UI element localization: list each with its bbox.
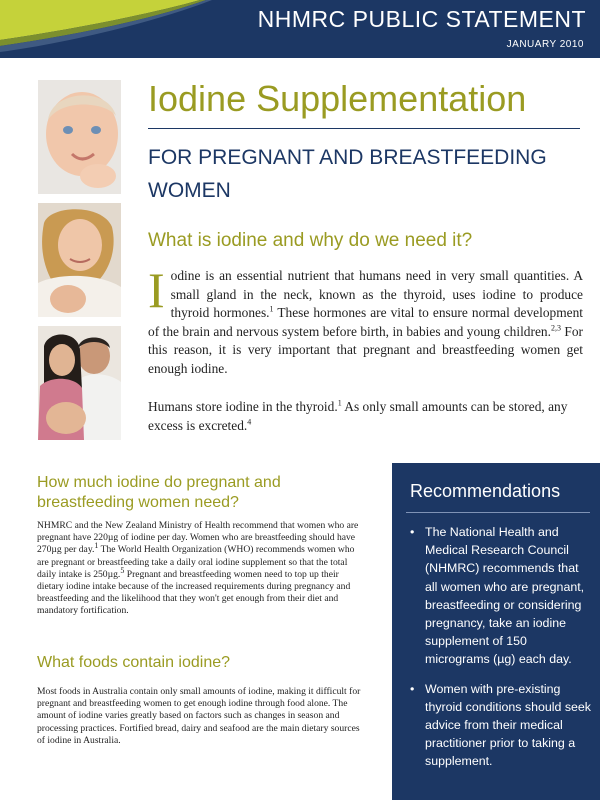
section-heading-foods: What foods contain iodine?	[37, 654, 231, 671]
recommendation-item: • The National Health and Medical Research Council (NHMRC) recommends that all women who are pregnant, breastfeeding or considering pregnancy, take an iodine supplement of 150 micrograms (µg) each day.	[410, 525, 585, 667]
page-subtitle: FOR PREGNANT AND BREASTFEEDING WOMEN	[148, 146, 547, 202]
recommendations-title: Recommendations	[410, 481, 561, 501]
footnote-ref: 1	[269, 304, 274, 314]
pregnant-couple-photo-icon	[38, 326, 121, 440]
foods-paragraph: Most foods in Australia contain only small amounts of iodine, making it difficult for pregnant and breastfeeding women to get enough iodine through food alone. The amount of iodine varies greatly based on factors such as changes in season and processing practices. Fortified bread, dairy and seafood are the main dietary sources of iodine in Australia.	[37, 686, 361, 746]
recommendations-list	[408, 523, 594, 782]
recommendations-divider	[406, 512, 590, 513]
title-divider	[148, 128, 580, 129]
page-title: Iodine Supplementation	[148, 78, 527, 119]
footnote-ref: 5	[120, 565, 125, 575]
bullet-icon: •	[410, 525, 415, 539]
statement-date: JANUARY 2010	[506, 39, 584, 50]
footnote-ref: 4	[247, 417, 252, 427]
statement-title: NHMRC PUBLIC STATEMENT	[257, 6, 586, 32]
baby-photo-icon	[38, 80, 121, 194]
breastfeeding-mother-photo-icon	[38, 203, 121, 317]
bullet-icon: •	[410, 681, 415, 696]
header-banner	[0, 0, 600, 58]
section-heading-what-is-iodine: What is iodine and why do we need it?	[148, 230, 473, 251]
footnote-ref: 2,3	[550, 323, 561, 333]
footnote-ref: 1	[94, 541, 99, 551]
section-heading-how-much: How much iodine do pregnant and breastfeeding women need?	[37, 474, 281, 511]
footnote-ref: 1	[337, 398, 342, 408]
recommendations-box	[392, 463, 600, 800]
recommendation-item: • Women with pre-existing thyroid conditions should seek advice from their medical practitioner prior to taking a supplement.	[410, 681, 591, 769]
drop-cap: I	[148, 262, 165, 318]
storage-paragraph: Humans store iodine in the thyroid.$^1$ As only small amounts can be stored, any excess is excreted.$^4$	[148, 398, 568, 433]
intro-paragraph: Iodine is an essential nutrient that humans need in very small quantities. A small gland in the neck, known as the thyroid, uses iodine to produce thyroid hormones.$^1$ These hormones are vital to ensure normal development of the brain and nervous system before birth, in babies and young children.$^{2,3}$ For this reason, it is very important that pregnant and breastfeeding women get enough iodine.	[148, 262, 583, 376]
how-much-paragraph: NHMRC and the New Zealand Ministry of Health recommend that women who are pregnant have 220µg of iodine per day. Women who are breastfeeding should have 270µg per day.$^1$ The World Health Organization (WHO) recommends women who are pregnant or breastfeeding take a daily oral iodine supplement so that the total daily intake is 250µg.$^5$ Pregnant and breastfeeding women need to top up their dietary iodine intake because of the increased requirements during pregnancy and breastfeeding and the likelihood that they won't get enough from their diet and mandatory fortification.	[37, 520, 359, 617]
